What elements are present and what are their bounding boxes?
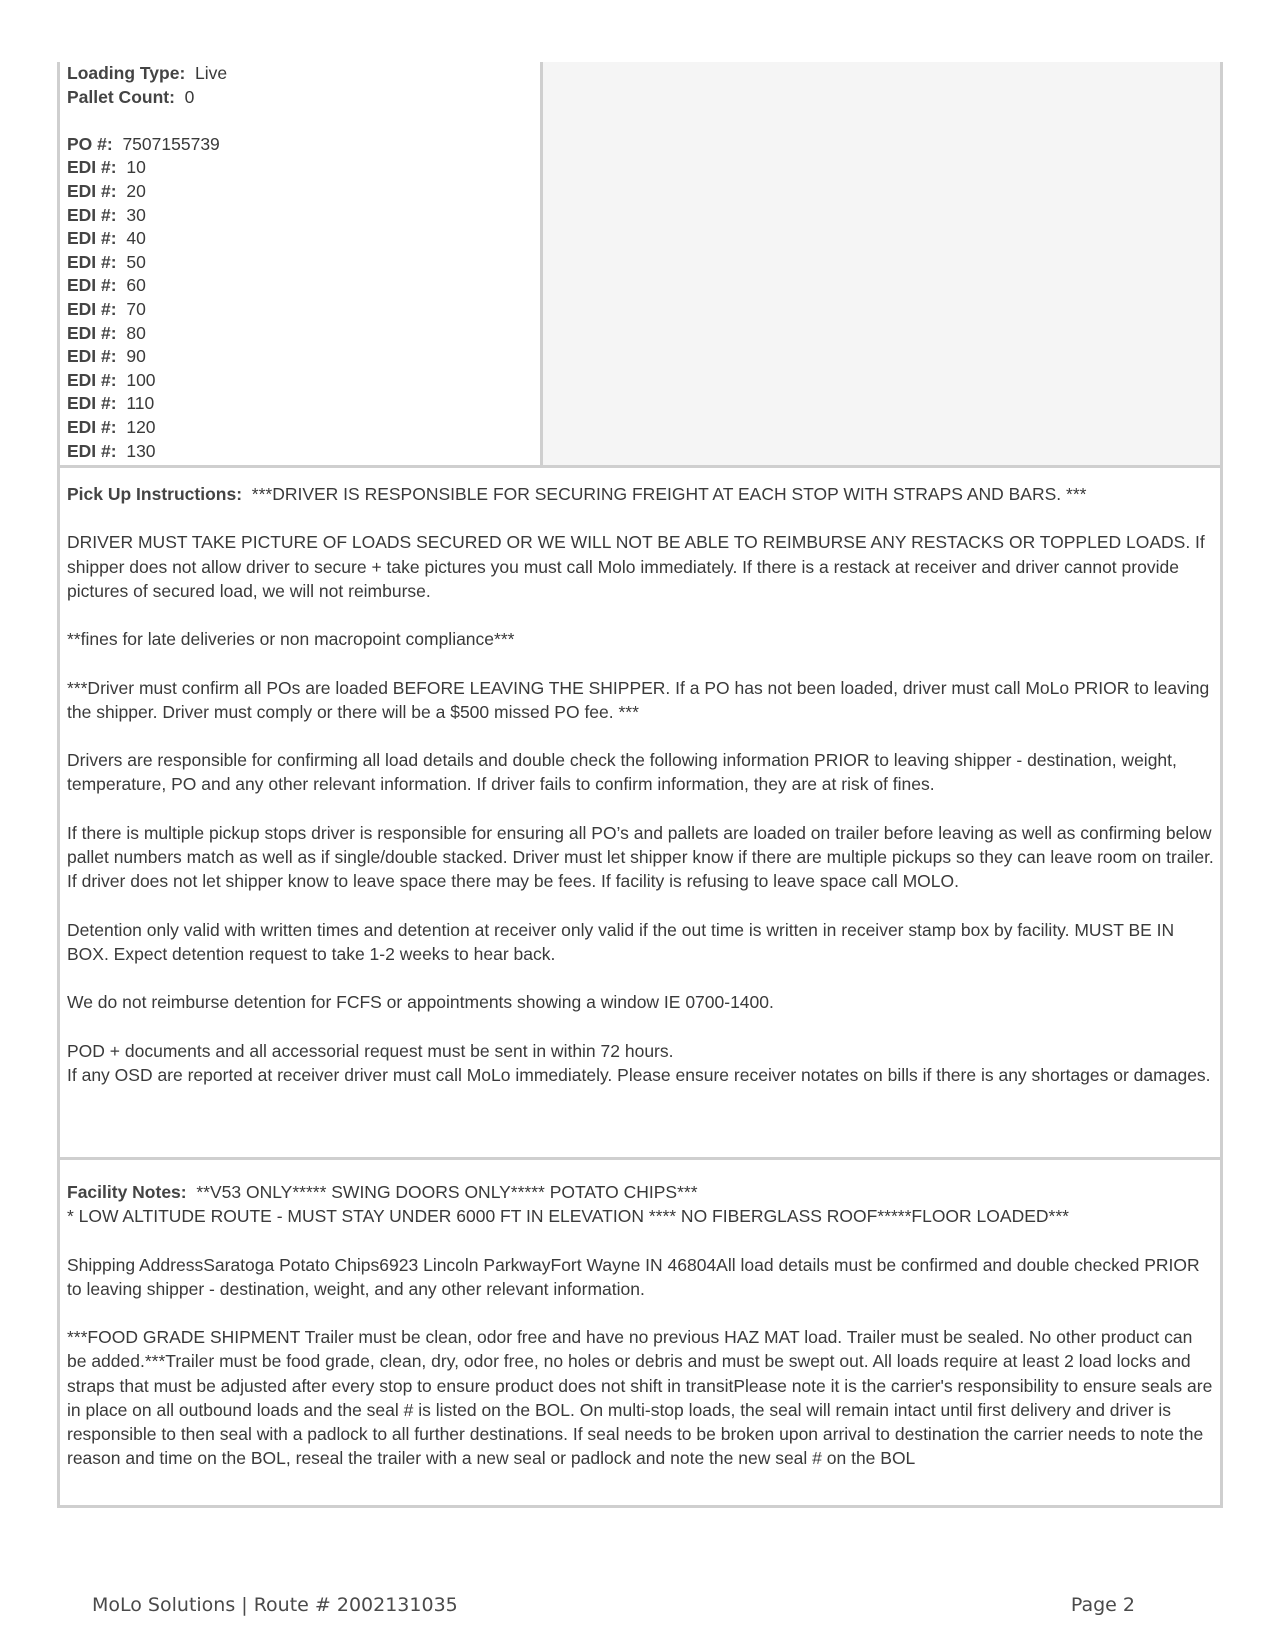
spacer (67, 651, 1216, 675)
edi-label: EDI #: (67, 393, 117, 414)
pickup-paragraph: Drivers are responsible for confirming all load details and double check the following information PRIOR to leaving shipper - destination, weight, temperature, PO and any other relevant information. If driver fails to confirm information, they are at risk of fines. (67, 750, 1177, 795)
edi-line (67, 322, 540, 346)
edi-value: 130 (126, 440, 156, 461)
edi-line (67, 156, 540, 180)
facility-notes-label: Facility Notes: (67, 1182, 187, 1202)
spacer (67, 1228, 1216, 1252)
edi-line (67, 440, 540, 464)
pickup-paragraph: If there is multiple pickup stops driver is responsible for ensuring all PO’s and pallets are loaded on trailer before leaving as well as confirming below pallet numbers match as well as if single/double stacked. Driver must let shipper know if there are multiple pickups so they can leave room on trailer. If driver does not let shipper know to leave space there may be fees. If facility is refusing to leave space call MOLO. (67, 822, 1214, 892)
pickup-instructions-label: Pick Up Instructions: (67, 484, 243, 504)
pickup-paragraph: **fines for late deliveries or non macropoint compliance*** (67, 629, 515, 650)
pickup-instructions-section (60, 468, 1220, 1160)
edi-value: 50 (126, 251, 146, 272)
pickup-paragraph: ***Driver must confirm all POs are loaded BEFORE LEAVING THE SHIPPER. If a PO has not been loaded, driver must call MoLo PRIOR to leaving the shipper. Driver must comply or there will be a $500 missed PO fee. *** (67, 677, 1210, 722)
edi-value: 90 (126, 346, 146, 367)
edi-line (67, 345, 540, 369)
pallet-count-label: Pallet Count: (67, 86, 175, 107)
load-info-cell (60, 62, 543, 465)
edi-line (67, 416, 540, 440)
facility-first-line (67, 1180, 1216, 1204)
edi-label: EDI #: (67, 228, 117, 249)
edi-value: 80 (126, 322, 146, 343)
po-label: PO #: (67, 133, 113, 154)
facility-paragraph: ***FOOD GRADE SHIPMENT Trailer must be clean, odor free and have no previous HAZ MAT load. Trailer must be sealed. No other product can be added.***Trailer must be food grade, clean, dry, odor free, no holes or debris and must be swept out. All loads require at least 2 load locks and straps that must be adjusted after every stop to ensure product does not shift in transitPlease note it is the carrier's responsibility to ensure seals are in place on all outbound loads and the seal # is listed on the BOL. On multi-stop loads, the seal will remain intact until first delivery and driver is responsible to then seal with a padlock to all further destinations. If seal needs to be broken upon arrival to destination the carrier needs to note the reason and time on the BOL, reseal the trailer with a new seal or padlock and note the new seal # on the BOL (67, 1327, 1213, 1469)
po-line (67, 133, 540, 157)
spacer (67, 1301, 1216, 1325)
facility-line: * LOW ALTITUDE ROUTE - MUST STAY UNDER 6000 FT IN ELEVATION **** NO FIBERGLASS ROOF*****FLOOR LOADED*** (67, 1206, 1069, 1227)
spacer (67, 797, 1216, 821)
edi-line (67, 180, 540, 204)
spacer (67, 506, 1216, 530)
pickup-paragraph: Detention only valid with written times and detention at receiver only valid if the out time is written in receiver stamp box by facility. MUST BE IN BOX. Expect detention request to take 1-2 weeks to hear back. (67, 919, 1175, 964)
loading-type-label: Loading Type: (67, 63, 186, 83)
edi-value: 20 (126, 180, 146, 201)
footer-route: MoLo Solutions | Route # 2002131035 (92, 1594, 458, 1616)
spacer (67, 109, 540, 133)
empty-grey-cell (543, 62, 1220, 465)
edi-line (67, 251, 540, 275)
pickup-first-line (67, 482, 1216, 506)
edi-label: EDI #: (67, 369, 117, 390)
edi-line (67, 204, 540, 228)
footer-page-number: Page 2 (1070, 1594, 1135, 1616)
edi-label: EDI #: (67, 251, 117, 272)
edi-label: EDI #: (67, 204, 117, 225)
spacer (67, 724, 1216, 748)
load-info-row (60, 62, 1220, 468)
edi-label: EDI #: (67, 180, 117, 201)
edi-line (67, 298, 540, 322)
loading-type-line (67, 62, 540, 86)
edi-value: 100 (126, 369, 156, 390)
edi-label: EDI #: (67, 275, 117, 296)
spacer (67, 893, 1216, 917)
facility-line: **V53 ONLY***** SWING DOORS ONLY***** POTATO CHIPS*** (196, 1182, 698, 1202)
edi-value: 40 (126, 228, 146, 249)
edi-value: 70 (126, 298, 146, 319)
pickup-paragraph: POD + documents and all accessorial request must be sent in within 72 hours. (67, 1040, 674, 1061)
edi-list (67, 156, 540, 463)
po-value: 7507155739 (122, 133, 220, 154)
pickup-paragraph: If any OSD are reported at receiver driver must call MoLo immediately. Please ensure receiver notates on bills if there is any shortages or damages. (67, 1064, 1211, 1085)
edi-value: 110 (126, 393, 155, 414)
edi-label: EDI #: (67, 322, 117, 343)
spacer (67, 1014, 1216, 1038)
pickup-paragraph: ***DRIVER IS RESPONSIBLE FOR SECURING FREIGHT AT EACH STOP WITH STRAPS AND BARS. *** (251, 484, 1087, 504)
edi-line (67, 227, 540, 251)
spacer (67, 966, 1216, 990)
edi-line (67, 392, 540, 416)
load-details-frame (57, 62, 1223, 1508)
edi-value: 30 (126, 204, 146, 225)
edi-value: 10 (126, 157, 146, 178)
edi-label: EDI #: (67, 440, 117, 461)
pallet-count-line (67, 86, 540, 110)
spacer (67, 603, 1216, 627)
facility-notes-section (60, 1160, 1220, 1508)
pickup-paragraph: DRIVER MUST TAKE PICTURE OF LOADS SECURED OR WE WILL NOT BE ABLE TO REIMBURSE ANY RESTACKS OR TOPPLED LOADS. If shipper does not allow driver to secure + take pictures you must call Molo immediately. If there is a restack at receiver and driver cannot provide pictures of secured load, we will not reimburse. (67, 532, 1205, 601)
loading-type-value: Live (195, 63, 228, 83)
facility-paragraph: Shipping AddressSaratoga Potato Chips6923 Lincoln ParkwayFort Wayne IN 46804All load details must be confirmed and double checked PRIOR to leaving shipper - destination, weight, and any other relevant information. (67, 1254, 1200, 1299)
edi-label: EDI #: (67, 298, 117, 319)
page-footer (92, 1594, 1135, 1624)
edi-label: EDI #: (67, 157, 117, 178)
edi-line (67, 369, 540, 393)
edi-label: EDI #: (67, 346, 117, 367)
edi-value: 60 (126, 275, 146, 296)
pallet-count-value: 0 (184, 86, 195, 107)
edi-value: 120 (126, 416, 156, 437)
pickup-paragraph: We do not reimburse detention for FCFS or appointments showing a window IE 0700-1400. (67, 992, 774, 1013)
edi-line (67, 274, 540, 298)
edi-label: EDI #: (67, 416, 117, 437)
